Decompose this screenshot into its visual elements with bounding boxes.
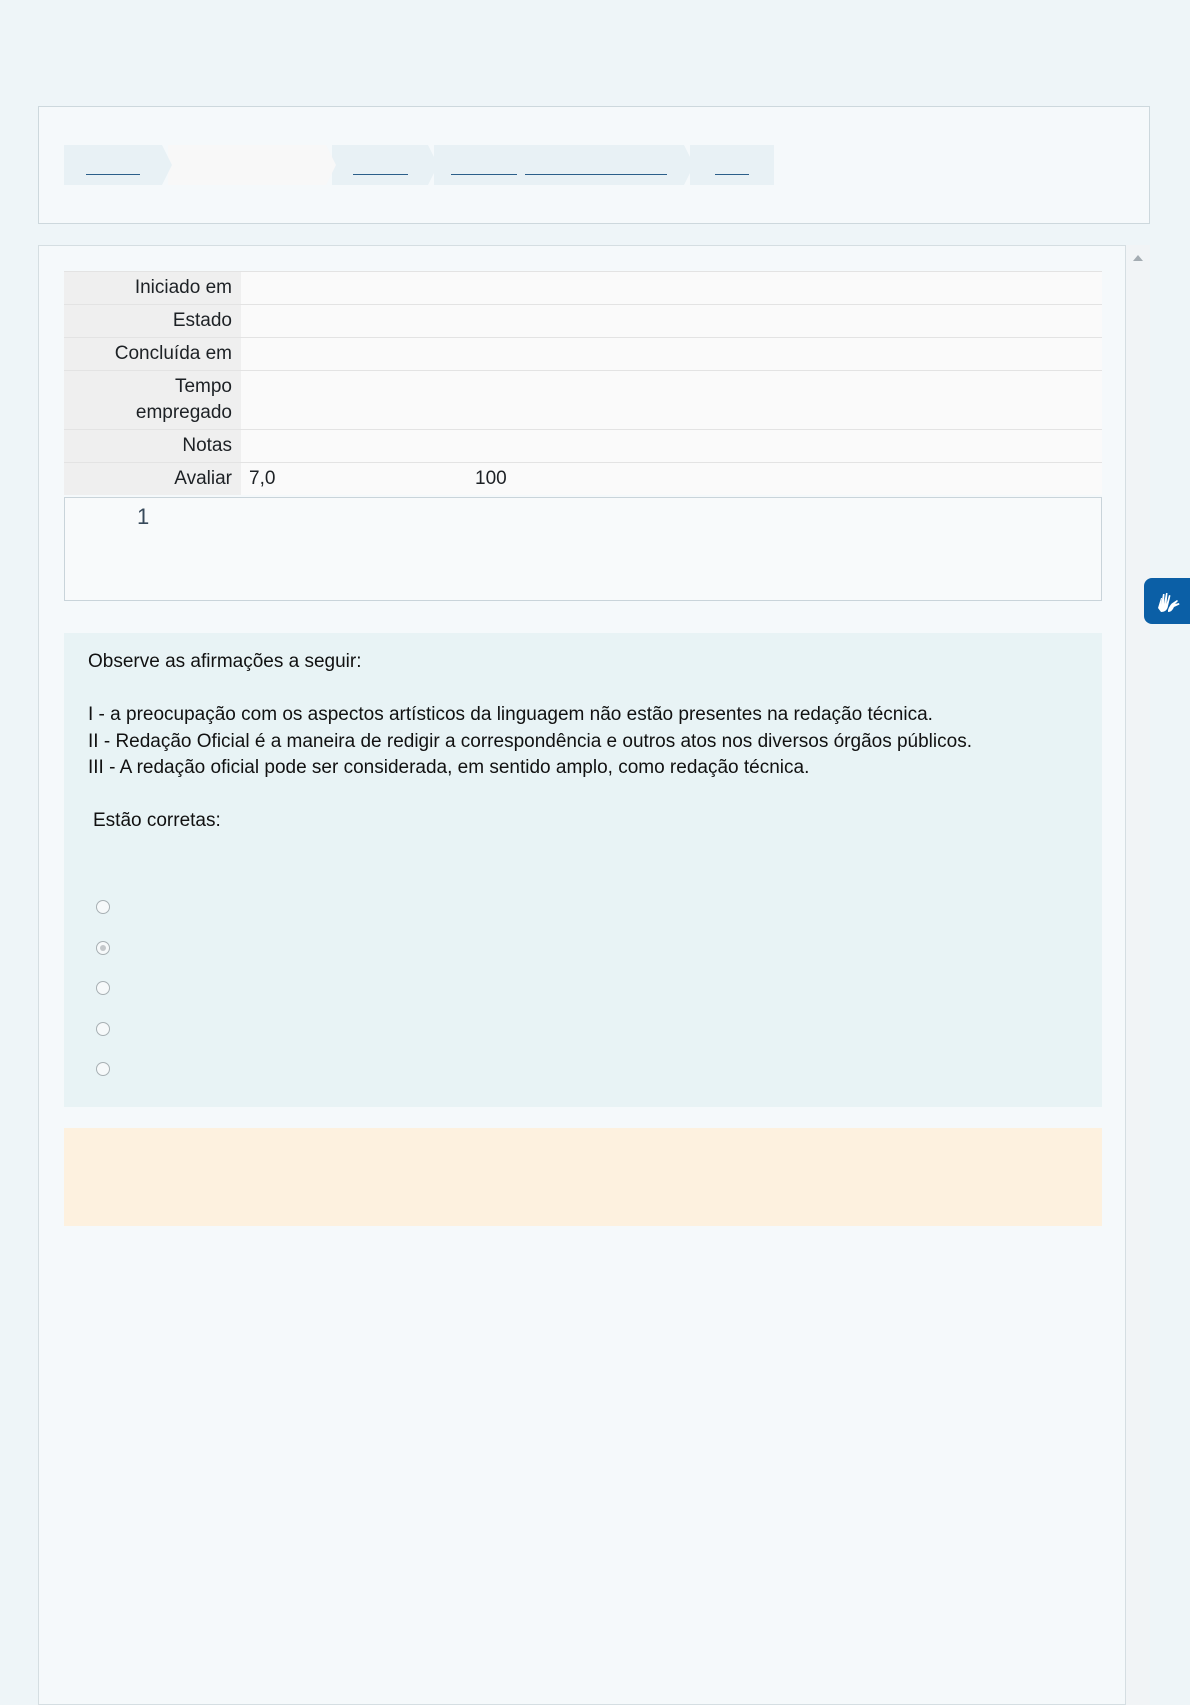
breadcrumb-item-5[interactable] — [690, 145, 774, 185]
marks-label: Notas — [64, 430, 241, 463]
breadcrumb — [64, 145, 780, 185]
grade-value-cell — [241, 463, 1102, 496]
table-row — [64, 338, 1102, 371]
table-row — [64, 305, 1102, 338]
state-label: Estado — [64, 305, 241, 338]
grade-max: 100 — [475, 468, 507, 489]
breadcrumb-link-5[interactable] — [715, 174, 749, 175]
breadcrumb-link-4a[interactable] — [451, 174, 517, 175]
answer-radio-5[interactable] — [96, 1062, 110, 1076]
answer-options — [96, 900, 110, 1103]
started-label: Iniciado em — [64, 272, 241, 305]
answer-radio-4[interactable] — [96, 1022, 110, 1036]
statement-3: III - A redação oficial pode ser considerada, em sentido amplo, como redação técnica. — [88, 757, 810, 778]
attempt-summary-table — [64, 271, 1102, 495]
breadcrumb-item-1[interactable] — [64, 145, 162, 185]
table-row — [64, 272, 1102, 305]
table-row — [64, 371, 1102, 430]
navbar-breadcrumb-panel — [38, 106, 1150, 224]
scroll-up-arrow-icon[interactable] — [1133, 255, 1143, 261]
statement-2: II - Redação Oficial é a maneira de redigir a correspondência e outros atos nos diversos órgãos públicos. — [88, 730, 972, 752]
marks-value — [241, 430, 1102, 463]
grade-label: Avaliar — [64, 463, 241, 496]
answer-radio-3[interactable] — [96, 981, 110, 995]
question-number: 1 — [137, 504, 150, 529]
breadcrumb-link-1[interactable] — [86, 174, 140, 175]
question-info-box — [64, 497, 1102, 601]
question-intro: Observe as afirmações a seguir: — [88, 651, 362, 672]
time-taken-label-line-2: empregado — [135, 402, 232, 423]
breadcrumb-link-4b[interactable] — [525, 174, 667, 175]
scrollbar[interactable] — [1126, 245, 1150, 1705]
completed-value — [241, 338, 1102, 371]
hand-sign-language-icon — [1152, 586, 1182, 616]
breadcrumb-item-2[interactable] — [168, 145, 326, 185]
state-value — [241, 305, 1102, 338]
feedback-box — [64, 1128, 1102, 1226]
question-prompt: Estão corretas: — [93, 810, 221, 831]
grade-value: 7,0 — [249, 468, 276, 489]
started-value — [241, 272, 1102, 305]
time-taken-value — [241, 371, 1102, 430]
vlibras-accessibility-button[interactable] — [1144, 578, 1190, 624]
breadcrumb-item-4[interactable] — [434, 145, 684, 185]
answer-radio-1[interactable] — [96, 900, 110, 914]
table-row — [64, 430, 1102, 463]
quiz-review-panel — [38, 245, 1126, 1705]
breadcrumb-link-3[interactable] — [353, 174, 408, 175]
completed-label: Concluída em — [64, 338, 241, 371]
breadcrumb-item-3[interactable] — [332, 145, 428, 185]
time-taken-label-line-1: Tempo — [174, 376, 232, 397]
table-row — [64, 463, 1102, 496]
time-taken-label — [64, 371, 241, 430]
question-content — [64, 633, 1102, 1107]
answer-radio-2[interactable] — [96, 941, 110, 955]
statement-1: I - a preocupação com os aspectos artísticos da linguagem não estão presentes na redação técnica. — [88, 704, 933, 725]
